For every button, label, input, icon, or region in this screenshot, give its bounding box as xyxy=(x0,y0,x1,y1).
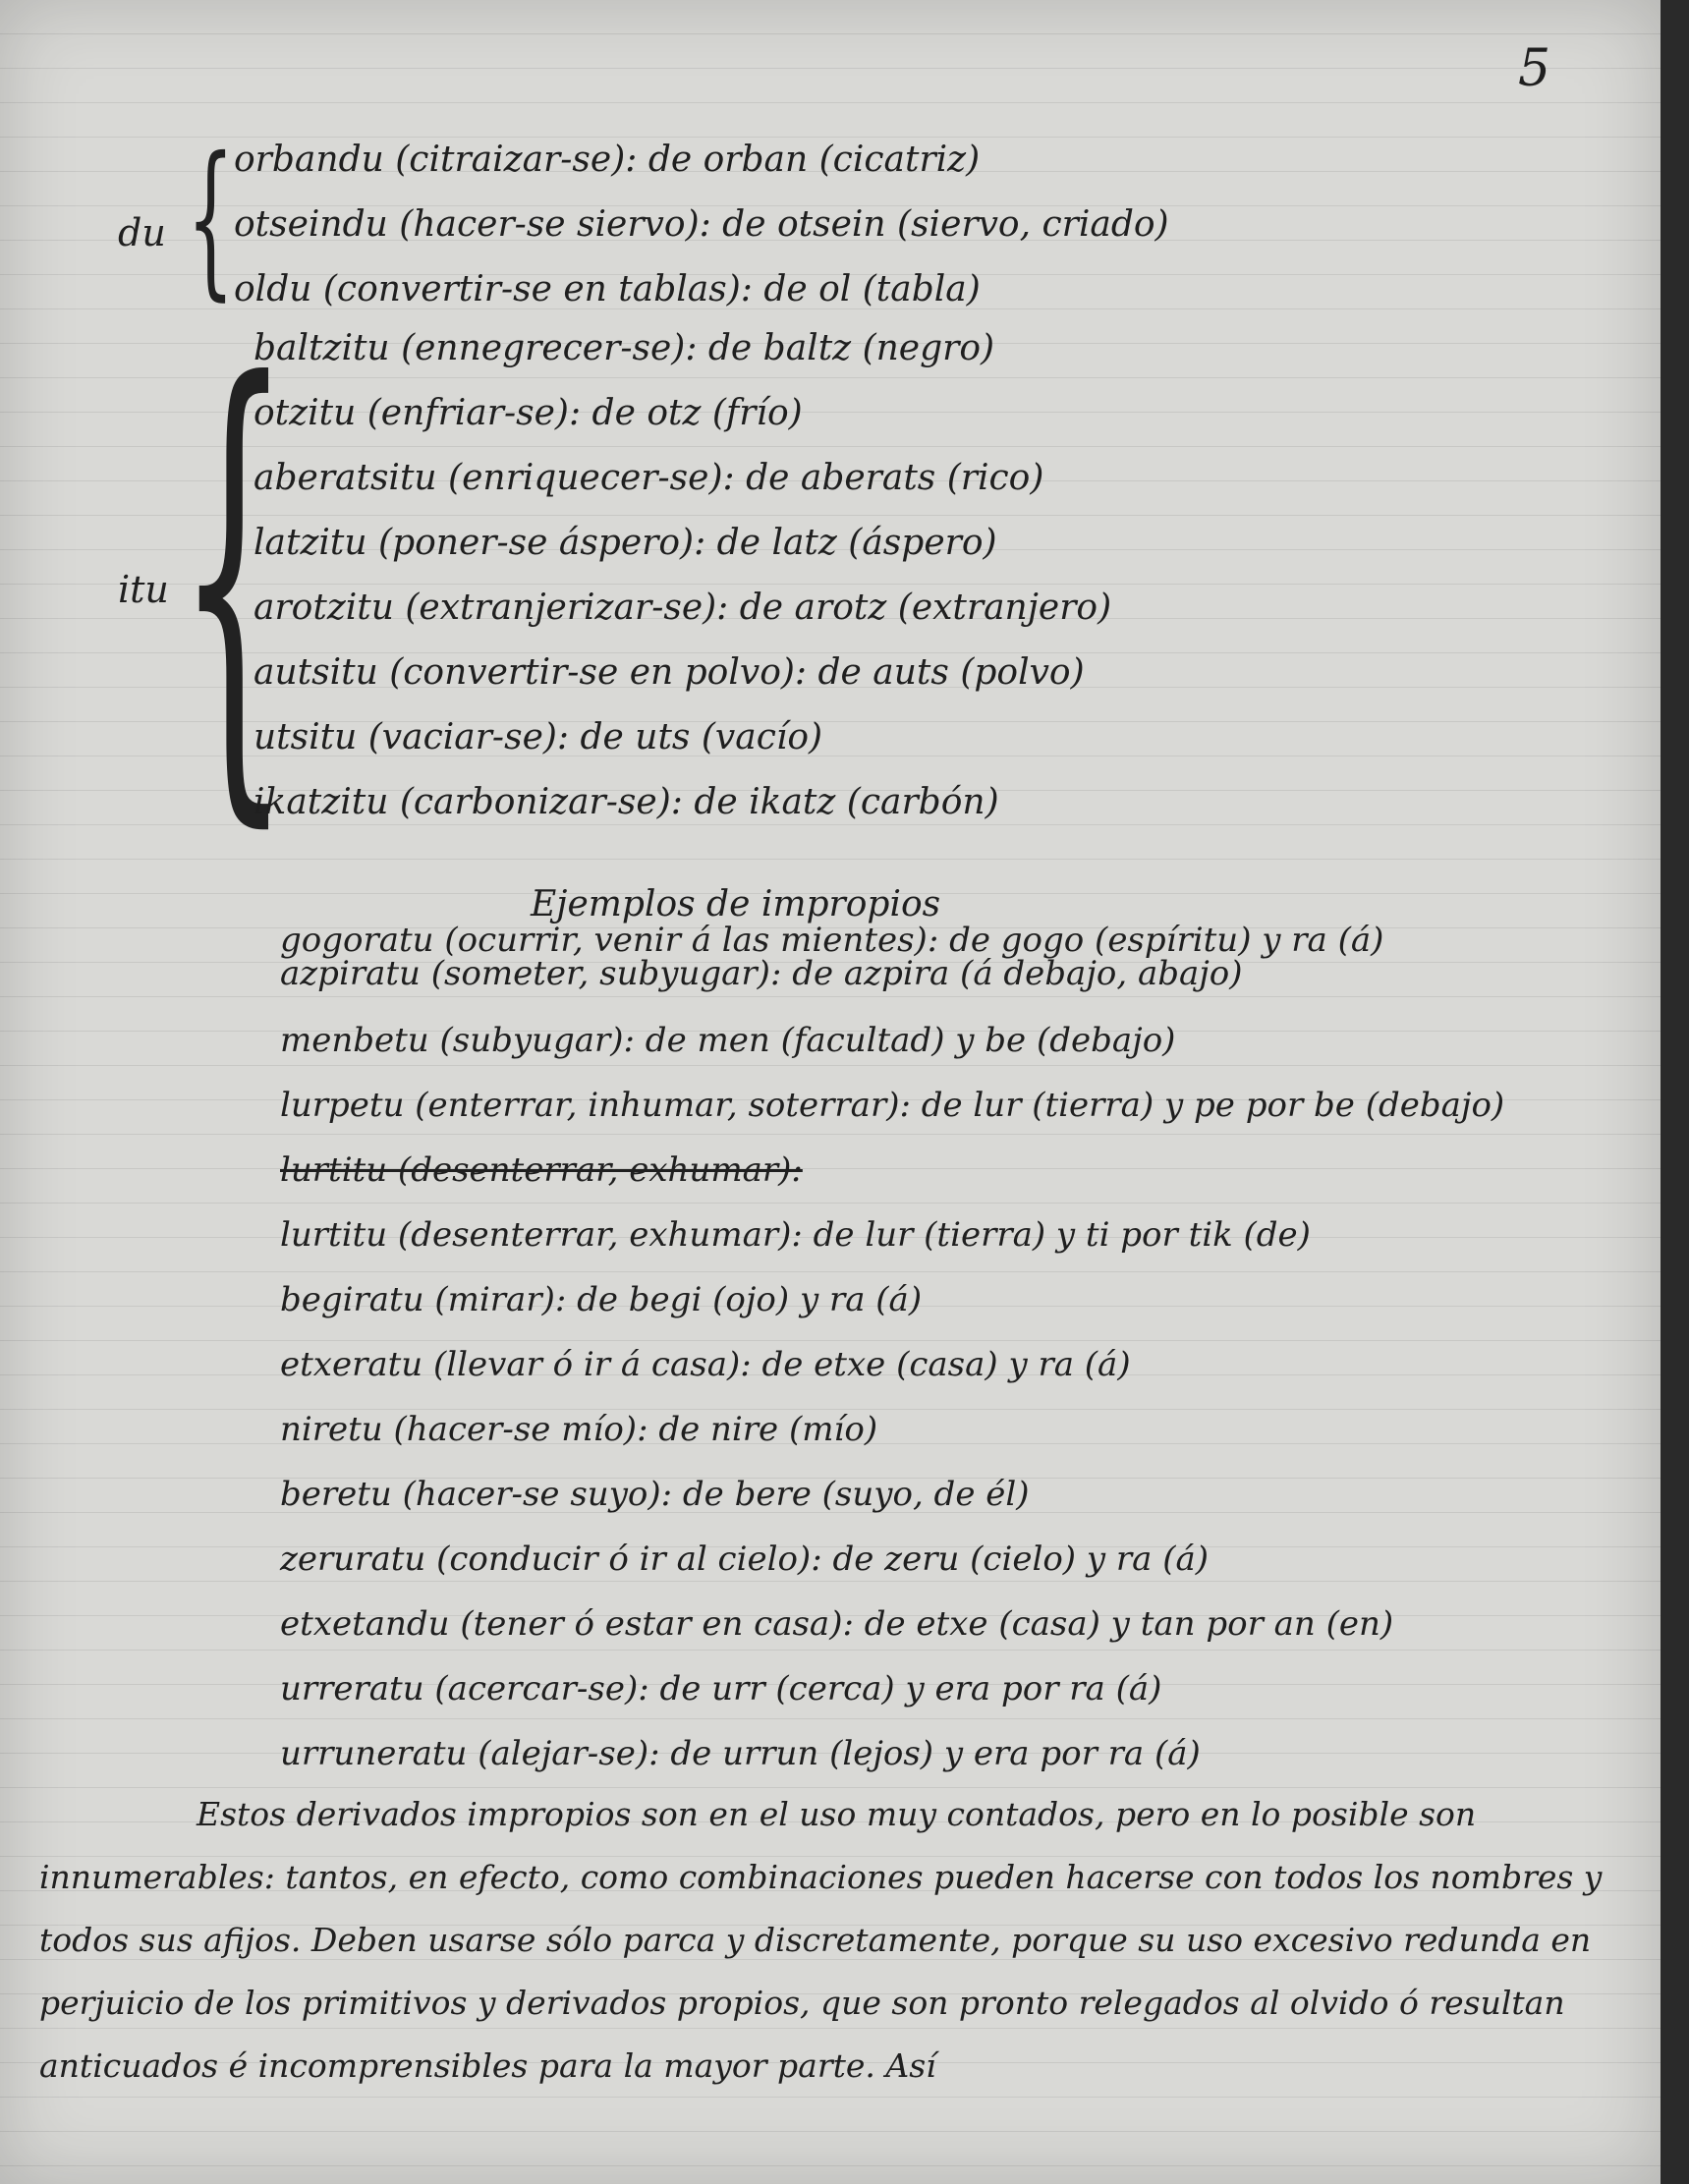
list-item: lurtitu (desenterrar, exhumar): de lur (tierra) y ti por tik (de) xyxy=(280,1215,1311,1255)
group-label-du: du xyxy=(118,211,166,254)
paragraph-line: Estos derivados impropios son en el uso muy contados, pero en lo posible xyxy=(197,1795,1409,1833)
paragraph-line: nombres y todos sus afijos. Deben usarse sólo parca y discretamente, porque xyxy=(39,1858,1603,1959)
list-item: urreratu (acercar-se): de urr (cerca) y era por ra (á) xyxy=(280,1669,1162,1708)
list-item: oldu (convertir-se en tablas): de ol (tabla) xyxy=(234,269,981,309)
list-item: otseindu (hacer-se siervo): de otsein (siervo, criado) xyxy=(234,204,1169,245)
list-item: gogoratu (ocurrir, venir á las mientes): de gogo (espíritu) y ra (á) xyxy=(280,921,1384,960)
paragraph-line: su uso excesivo redunda en perjuicio de los primitivos y derivados propios, que son pronto relegados xyxy=(39,1921,1592,2022)
list-item: zeruratu (conducir ó ir al cielo): de zeru (cielo) y ra (á) xyxy=(280,1540,1210,1579)
list-item: lurpetu (enterrar, inhumar, soterrar): de lur (tierra) y pe por be (debajo) xyxy=(280,1086,1505,1125)
list-item: azpiratu (someter, subyugar): de azpira (á debajo, abajo) xyxy=(280,954,1243,993)
paragraph-line: al olvido ó resultan anticuados é incomprensibles para la mayor parte. Así xyxy=(39,1984,1565,2085)
brace-itu: { xyxy=(177,282,291,867)
page-number: 5 xyxy=(1518,39,1551,98)
group-label-itu: itu xyxy=(118,568,169,611)
list-item: latzitu (poner-se áspero): de latz (áspero) xyxy=(253,523,997,563)
list-item: aberatsitu (enriquecer-se): de aberats (rico) xyxy=(253,458,1044,498)
examples-heading: Ejemplos de impropios xyxy=(531,884,941,924)
list-item: urruneratu (alejar-se): de urrun (lejos) y era por ra (á) xyxy=(280,1734,1201,1773)
list-item: menbetu (subyugar): de men (facultad) y be (debajo) xyxy=(280,1021,1176,1060)
closing-paragraph xyxy=(39,1783,1611,2098)
list-item: arotzitu (extranjerizar-se): de arotz (extranjero) xyxy=(253,588,1112,628)
paragraph-line: son innumerables: tantos, en efecto, como combinaciones pueden hacerse con todos los xyxy=(39,1795,1477,1896)
list-item: otzitu (enfriar-se): de otz (frío) xyxy=(253,393,803,433)
list-item: autsitu (convertir-se en polvo): de auts (polvo) xyxy=(253,652,1085,693)
list-item: ikatzitu (carbonizar-se): de ikatz (carbón) xyxy=(253,782,999,822)
list-item: etxetandu (tener ó estar en casa): de etxe (casa) y tan por an (en) xyxy=(280,1604,1394,1644)
struck-list-item: lurtitu (desenterrar, exhumar): xyxy=(280,1150,803,1190)
itu-word-list xyxy=(253,316,1111,835)
brace-du: { xyxy=(187,122,235,316)
list-item: etxeratu (llevar ó ir á casa): de etxe (casa) y ra (á) xyxy=(280,1345,1131,1384)
list-item: utsitu (vaciar-se): de uts (vacío) xyxy=(253,717,823,757)
list-item: beretu (hacer-se suyo): de bere (suyo, de él) xyxy=(280,1475,1030,1514)
list-item: niretu (hacer-se mío): de nire (mío) xyxy=(280,1410,878,1449)
list-item: orbandu (citraizar-se): de orban (cicatriz) xyxy=(234,140,981,180)
list-item: baltzitu (ennegrecer-se): de baltz (negro) xyxy=(253,328,995,368)
examples-list xyxy=(280,921,1505,1786)
list-item: begiratu (mirar): de begi (ojo) y ra (á) xyxy=(280,1280,923,1319)
du-word-list xyxy=(234,128,1169,322)
